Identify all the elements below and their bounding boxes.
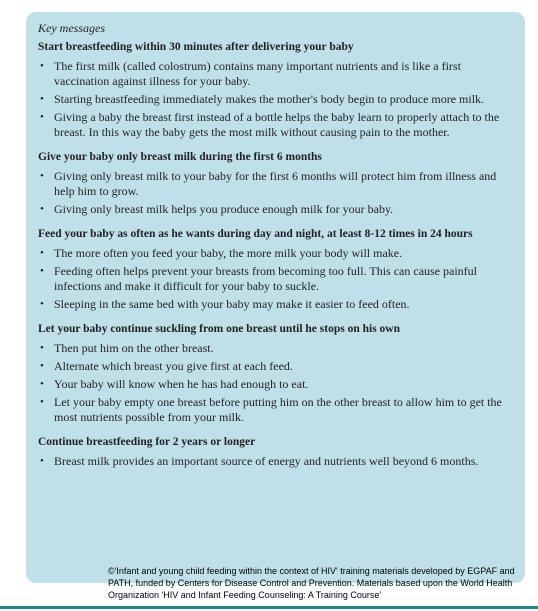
section-title: Feed your baby as often as he wants during day and night, at least 8-12 times in 24 hours bbox=[38, 228, 473, 240]
section-only-breast-milk bbox=[38, 150, 518, 217]
bullet-list bbox=[38, 59, 518, 140]
list-item: • Breast milk provides an important source of energy and nutrients well beyond 6 months. bbox=[38, 454, 518, 469]
list-item: • Giving only breast milk helps you produce enough milk for your baby. bbox=[38, 202, 518, 217]
bullet-list bbox=[38, 169, 518, 217]
list-item: • Alternate which breast you give first at each feed. bbox=[38, 359, 518, 374]
list-item: • Starting breastfeeding immediately makes the mother's body begin to produce more milk. bbox=[38, 92, 518, 107]
list-item: • Then put him on the other breast. bbox=[38, 341, 518, 356]
list-item: • Giving only breast milk to your baby for the first 6 months will protect him from illness and help him to grow. bbox=[38, 169, 518, 199]
list-item: • The more often you feed your baby, the more milk your body will make. bbox=[38, 246, 518, 261]
list-item: • Your baby will know when he has had enough to eat. bbox=[38, 377, 518, 392]
section-start-breastfeeding bbox=[38, 40, 518, 140]
bullet-list bbox=[38, 246, 518, 312]
bullet-list bbox=[38, 341, 518, 425]
kicker-label: Key messages bbox=[38, 21, 105, 35]
section-title: Let your baby continue suckling from one breast until he stops on his own bbox=[38, 323, 400, 335]
key-messages-content bbox=[38, 21, 518, 479]
copyright-credit: ©'Infant and young child feeding within the context of HIV' training materials developed by EGPAF and PATH, funded by Centers for Disease Control and Prevention. Materials based upon the World Health Organization 'HIV and Infant Feeding Counseling: A Training Course' bbox=[108, 566, 515, 600]
bottom-rule bbox=[0, 606, 538, 609]
section-feed-often bbox=[38, 227, 518, 312]
section-title: Give your baby only breast milk during the first 6 months bbox=[38, 151, 322, 163]
section-two-years bbox=[38, 435, 518, 469]
bullet-list bbox=[38, 454, 518, 469]
section-continue-suckling bbox=[38, 322, 518, 425]
section-title: Continue breastfeeding for 2 years or longer bbox=[38, 436, 256, 448]
list-item: • Let your baby empty one breast before putting him on the other breast to allow him to get the most nutrients possible from your milk. bbox=[38, 395, 518, 425]
list-item: • Giving a baby the breast first instead of a bottle helps the baby learn to properly attach to the breast. In this way the baby gets the most milk without causing pain to the mother. bbox=[38, 110, 518, 140]
section-title: Start breastfeeding within 30 minutes after delivering your baby bbox=[38, 41, 354, 53]
list-item: • Sleeping in the same bed with your baby may make it easier to feed often. bbox=[38, 297, 518, 312]
list-item: • The first milk (called colostrum) contains many important nutrients and is like a first vaccination against illness for your baby. bbox=[38, 59, 518, 89]
list-item: • Feeding often helps prevent your breasts from becoming too full. This can cause painful infections and make it difficult for your baby to suckle. bbox=[38, 264, 518, 294]
